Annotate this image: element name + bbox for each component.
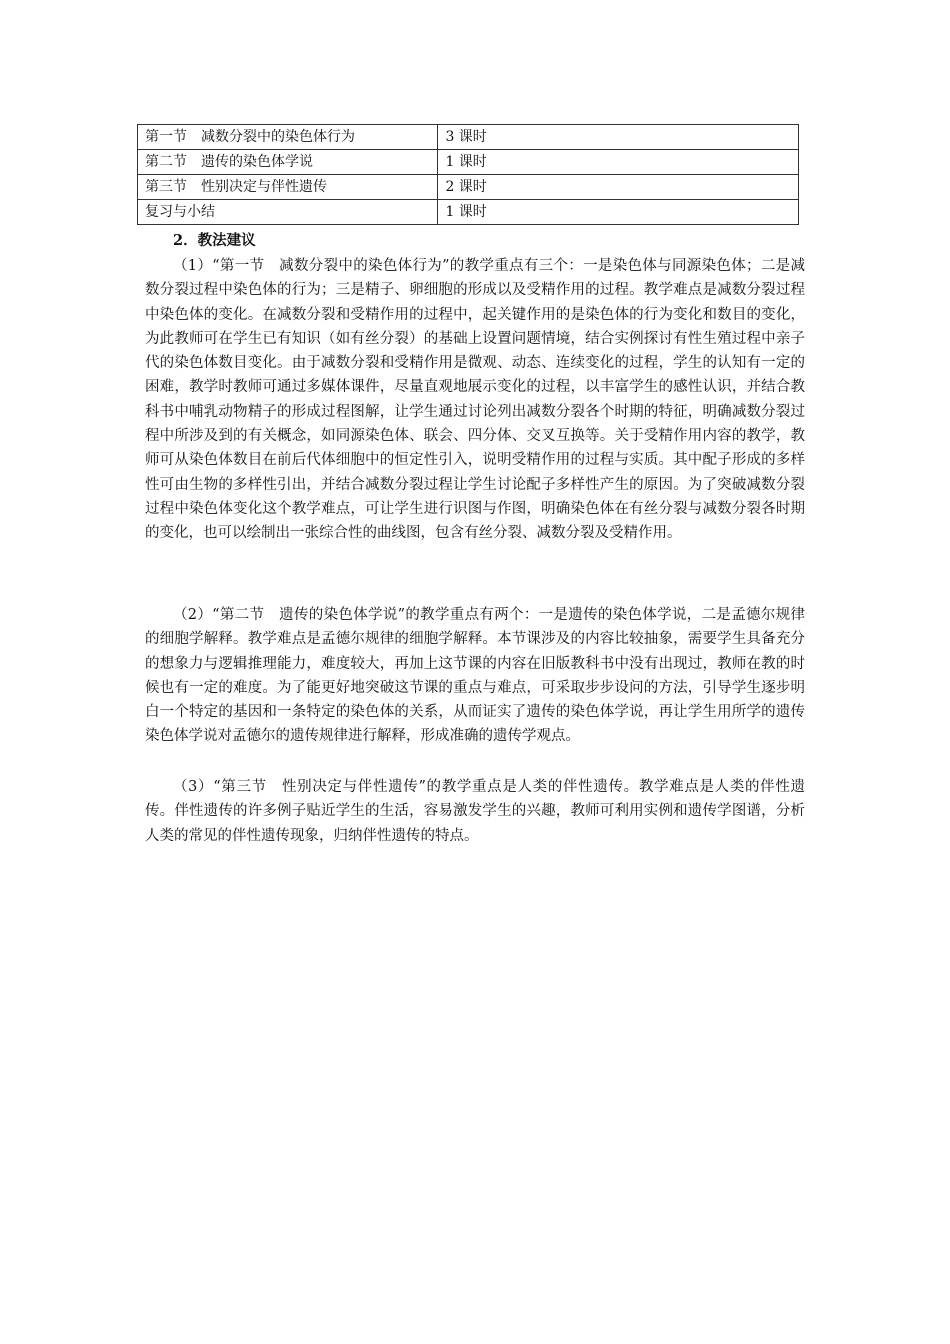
table-row	[138, 150, 799, 175]
section-cell: 复习与小结	[138, 200, 438, 225]
paragraph-section-1: （1）“第一节 减数分裂中的染色体行为”的教学重点有三个：一是染色体与同源染色体；二是减数分裂过程中染色体的行为；三是精子、卵细胞的形成以及受精作用的过程。教学难点是减数分裂过程中染色体的变化。在减数分裂和受精作用的过程中，起关键作用的是染色体的行为变化和数目的变化，为此教师可在学生已有知识（如有丝分裂）的基础上设置问题情境，结合实例探讨有性生殖过程中亲子代的染色体数目变化。由于减数分裂和受精作用是微观、动态、连续变化的过程，学生的认知有一定的困难，教学时教师可通过多媒体课件，尽量直观地展示变化的过程，以丰富学生的感性认识，并结合教科书中哺乳动物精子的形成过程图解，让学生通过讨论列出减数分裂各个时期的特征，明确减数分裂过程中所涉及到的有关概念，如同源染色体、联会、四分体、交叉互换等。关于受精作用内容的教学，教师可从染色体数目在前后代体细胞中的恒定性引入，说明受精作用的过程与实质。其中配子形成的多样性可由生物的多样性引出，并结合减数分裂过程让学生讨论配子多样性产生的原因。为了突破减数分裂过程中染色体变化这个教学难点，可让学生进行识图与作图，明确染色体在有丝分裂与减数分裂各时期的变化，也可以绘制出一张综合性的曲线图，包含有丝分裂、减数分裂及受精作用。	[145, 258, 805, 542]
hours-cell: 1 课时	[438, 150, 799, 175]
table-row	[138, 175, 799, 200]
paragraph-section-2: （2）“第二节 遗传的染色体学说”的教学重点有两个：一是遗传的染色体学说，二是孟德尔规律的细胞学解释。教学难点是孟德尔规律的细胞学解释。本节课涉及的内容比较抽象，需要学生具备充分的想象力与逻辑推理能力，难度较大，再加上这节课的内容在旧版教科书中没有出现过，教师在教的时候也有一定的难度。为了能更好地突破这节课的重点与难点，可采取步步设问的方法，引导学生逐步明白一个特定的基因和一条特定的染色体的关系，从而证实了遗传的染色体学说，再让学生用所学的遗传染色体学说对孟德尔的遗传规律进行解释，形成准确的遗传学观点。	[145, 607, 805, 745]
section-cell: 第三节 性别决定与伴性遗传	[138, 175, 438, 200]
lesson-schedule-table	[137, 124, 799, 225]
paragraph-section-3: （3）“第三节 性别决定与伴性遗传”的教学重点是人类的伴性遗传。教学难点是人类的伴性遗传。伴性遗传的许多例子贴近学生的生活，容易激发学生的兴趣，教师可利用实例和遗传学图谱，分析人类的常见的伴性遗传现象，归纳伴性遗传的特点。	[145, 779, 805, 844]
hours-cell: 1 课时	[438, 200, 799, 225]
table-row	[138, 125, 799, 150]
section-heading: 2．教法建议	[173, 232, 256, 249]
hours-cell: 3 课时	[438, 125, 799, 150]
table-row	[138, 200, 799, 225]
section-cell: 第一节 减数分裂中的染色体行为	[138, 125, 438, 150]
hours-cell: 2 课时	[438, 175, 799, 200]
section-cell: 第二节 遗传的染色体学说	[138, 150, 438, 175]
